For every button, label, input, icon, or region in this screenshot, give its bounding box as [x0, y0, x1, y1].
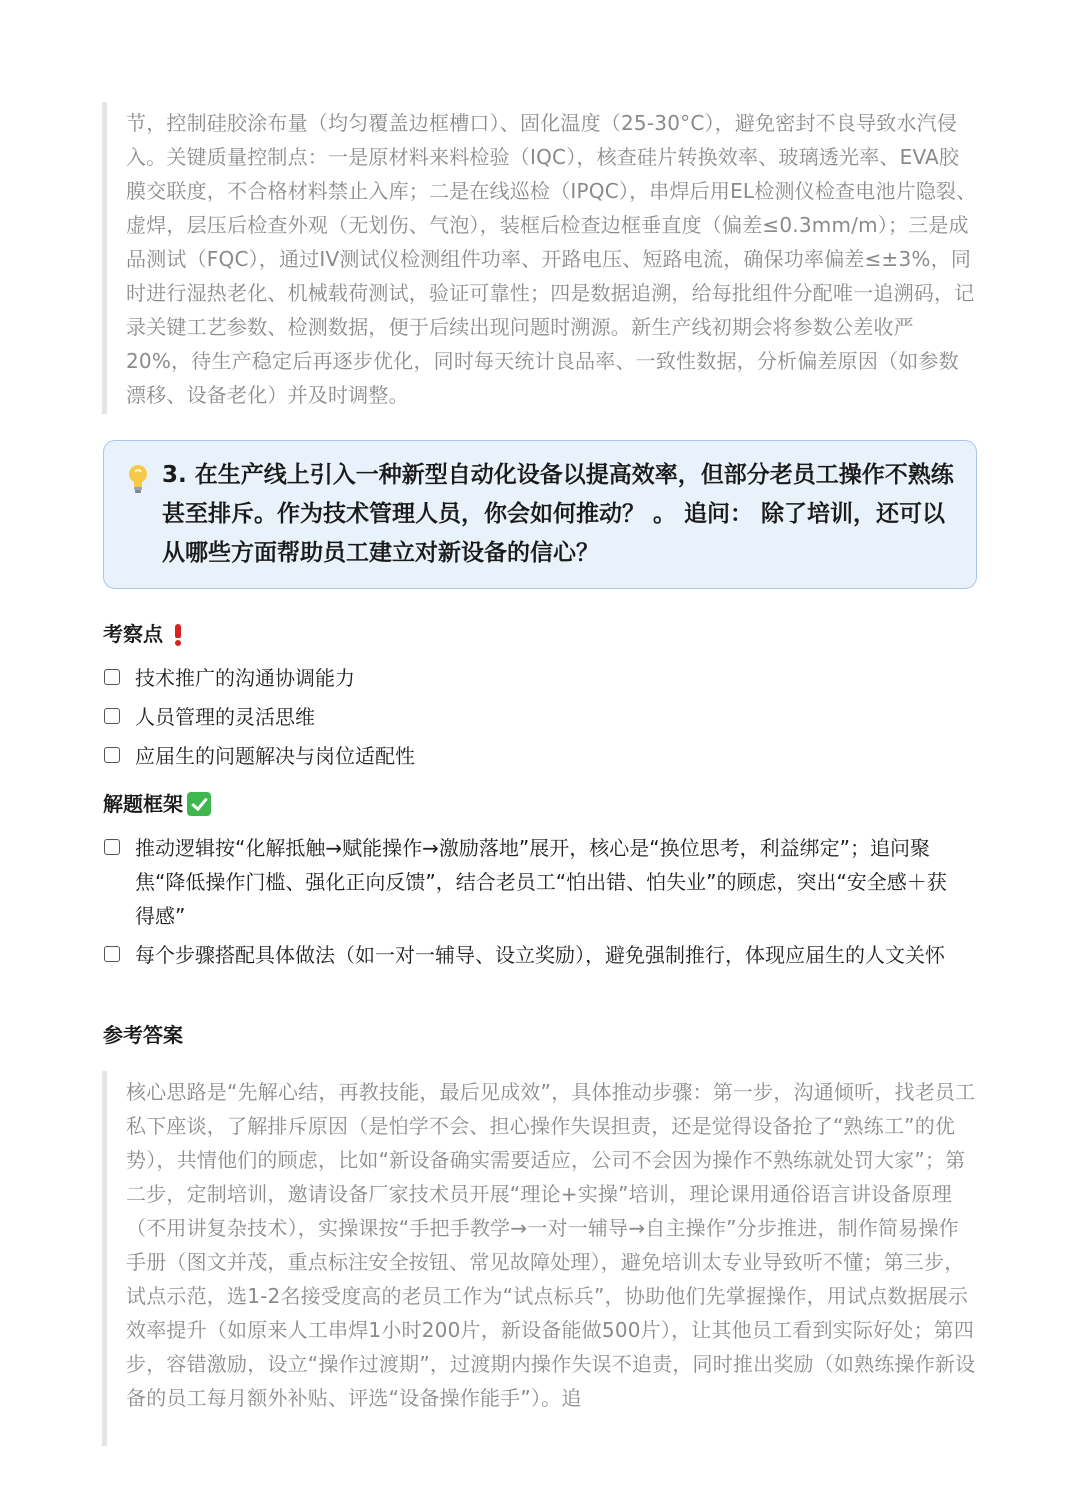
check-mark-icon	[187, 792, 211, 816]
question-text: 3. 在生产线上引入一种新型自动化设备以提高效率，但部分老员工操作不熟练甚至排斥。作为技术管理人员，你会如何推动？ 。 追问： 除了培训，还可以从哪些方面帮助员工建立对新设备的信心？	[162, 462, 954, 566]
list-item	[103, 661, 963, 695]
exam-points-heading	[103, 620, 189, 648]
quality-control-answer-quote	[102, 102, 980, 414]
list-item-text: 每个步骤搭配具体做法（如一对一辅导、设立奖励），避免强制推行，体现应届生的人文关怀	[135, 943, 945, 967]
list-item	[103, 700, 963, 734]
quote-text: 节，控制硅胶涂布量（均匀覆盖边框槽口）、固化温度（25-30°C），避免密封不良导致水汽侵入。关键质量控制点：一是原材料来料检验（IQC），核查硅片转换效率、玻璃透光率、EVA胶膜交联度，不合格材料禁止入库；二是在线巡检（IPQC），串焊后用EL检测仪检查电池片隐裂、虚焊，层压后检查外观（无划伤、气泡），装框后检查边框垂直度（偏差≤0.3mm/m）；三是成品测试（FQC），通过IV测试仪检测组件功率、开路电压、短路电流，确保功率偏差≤±3%，同时进行湿热老化、机械载荷测试，验证可靠性；四是数据追溯，给每批组件分配唯一追溯码，记录关键工艺参数、检测数据，便于后续出现问题时溯源。新生产线初期会将参数公差收严20%，待生产稳定后再逐步优化，同时每天统计良品率、一致性数据，分析偏差原因（如参数漂移、设备老化）并及时调整。	[126, 111, 977, 407]
lightbulb-icon	[126, 463, 150, 495]
checkbox-icon[interactable]	[104, 708, 120, 724]
exam-points-title: 考察点	[103, 622, 163, 646]
list-item	[103, 938, 963, 972]
reference-answer-heading	[103, 1021, 183, 1049]
checkbox-icon[interactable]	[104, 669, 120, 685]
reference-answer-title: 参考答案	[103, 1023, 183, 1047]
exclamation-icon	[167, 622, 189, 646]
framework-list	[103, 831, 963, 977]
question-callout	[103, 440, 977, 589]
checkbox-icon[interactable]	[104, 946, 120, 962]
framework-title: 解题框架	[103, 792, 183, 816]
list-item-text: 应届生的问题解决与岗位适配性	[135, 744, 415, 768]
checkbox-icon[interactable]	[104, 747, 120, 763]
list-item	[103, 831, 963, 933]
list-item-text: 人员管理的灵活思维	[135, 705, 315, 729]
exam-points-list	[103, 661, 963, 778]
list-item-text: 推动逻辑按“化解抵触→赋能操作→激励落地”展开，核心是“换位思考，利益绑定”；追问聚焦“降低操作门槛、强化正向反馈”，结合老员工“怕出错、怕失业”的顾虑，突出“安全感＋获得感”	[135, 836, 947, 928]
reference-answer-quote	[102, 1071, 980, 1446]
quote-text: 核心思路是“先解心结，再教技能，最后见成效”，具体推动步骤：第一步，沟通倾听，找老员工私下座谈，了解排斥原因（是怕学不会、担心操作失误担责，还是觉得设备抢了“熟练工”的优势），共情他们的顾虑，比如“新设备确实需要适应，公司不会因为操作不熟练就处罚大家”；第二步，定制培训，邀请设备厂家技术员开展“理论+实操”培训，理论课用通俗语言讲设备原理（不用讲复杂技术），实操课按“手把手教学→一对一辅导→自主操作”分步推进，制作简易操作手册（图文并茂，重点标注安全按钮、常见故障处理），避免培训太专业导致听不懂；第三步，试点示范，选1-2名接受度高的老员工作为“试点标兵”，协助他们先掌握操作，用试点数据展示效率提升（如原来人工串焊1小时200片，新设备能做500片），让其他员工看到实际好处；第四步，容错激励，设立“操作过渡期”，过渡期内操作失误不追责，同时推出奖励（如熟练操作新设备的员工每月额外补贴、评选“设备操作能手”）。追	[126, 1080, 976, 1410]
framework-heading	[103, 790, 211, 818]
list-item-text: 技术推广的沟通协调能力	[135, 666, 355, 690]
checkbox-icon[interactable]	[104, 839, 120, 855]
list-item	[103, 739, 963, 773]
